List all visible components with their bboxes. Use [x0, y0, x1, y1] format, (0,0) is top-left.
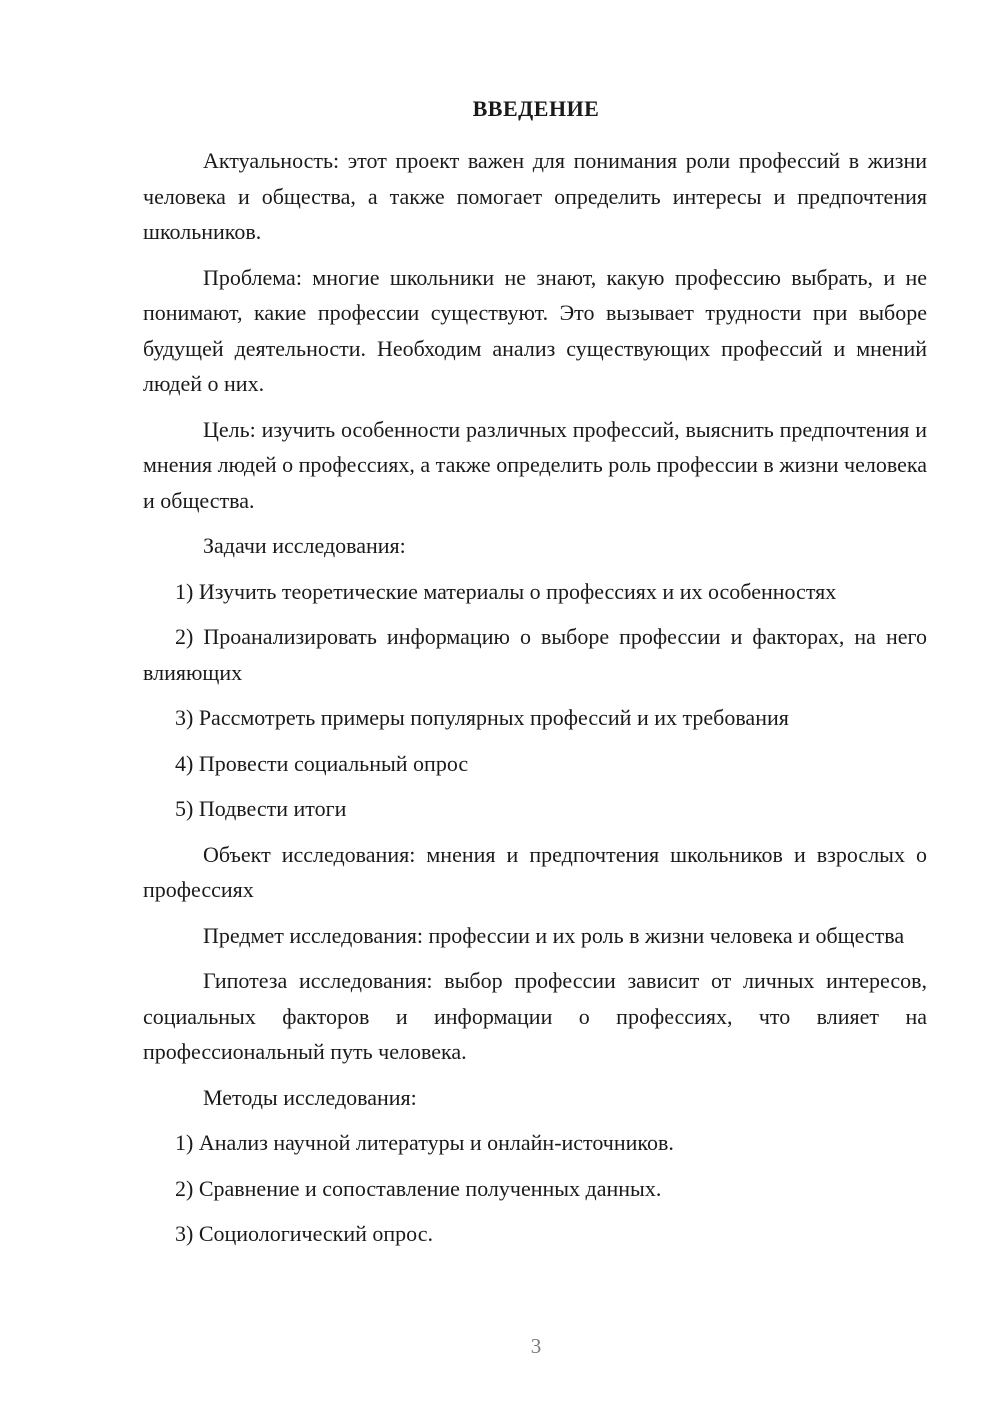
section-heading: ВВЕДЕНИЕ	[472, 96, 600, 121]
paragraph-goal: Цель: изучить особенности различных профессий, выяснить предпочтения и мнения людей о профессиях, а также определить роль профессии в жизни человека и общества.	[143, 416, 927, 513]
paragraph-tasks-intro: Задачи исследования:	[203, 533, 406, 558]
list-item-task-3: 3) Рассмотреть примеры популярных профессий и их требования	[175, 705, 789, 730]
paragraph-subject: Предмет исследования: профессии и их роль в жизни человека и общества	[203, 922, 905, 948]
page-number: 3	[530, 1334, 542, 1358]
list-item-task-4: 4) Провести социальный опрос	[175, 750, 469, 776]
paragraph-object: Объект исследования: мнения и предпочтения школьников и взрослых о профессиях	[143, 841, 927, 902]
paragraph-relevance: Актуальность: этот проект важен для понимания роли профессий в жизни человека и общества, а также помогает определить интересы и предпочтения школьников.	[143, 148, 927, 244]
list-item-task-2: 2) Проанализировать информацию о выборе профессии и факторах, на него влияющих	[143, 624, 927, 685]
paragraph-problem: Проблема: многие школьники не знают, какую профессию выбрать, и не понимают, какие профессии существуют. Это вызывает трудности при выборе будущей деятельности. Необходим анализ существующих профессий и мнений людей о них.	[143, 264, 927, 396]
list-item-task-1: 1) Изучить теоретические материалы о профессиях и их особенностях	[175, 578, 837, 604]
paragraph-hypothesis: Гипотеза исследования: выбор профессии зависит от личных интересов, социальных факторов и информации о профессиях, что влияет на профессиональный путь человека.	[143, 968, 927, 1064]
list-item-method-3: 3) Социологический опрос.	[175, 1221, 433, 1246]
document-body	[143, 143, 927, 1262]
list-item-method-2: 2) Сравнение и сопоставление полученных данных.	[175, 1175, 662, 1201]
list-item-task-5: 5) Подвести итоги	[175, 796, 347, 821]
list-item-method-1: 1) Анализ научной литературы и онлайн-источников.	[175, 1130, 674, 1155]
paragraph-methods-intro: Методы исследования:	[203, 1084, 417, 1110]
